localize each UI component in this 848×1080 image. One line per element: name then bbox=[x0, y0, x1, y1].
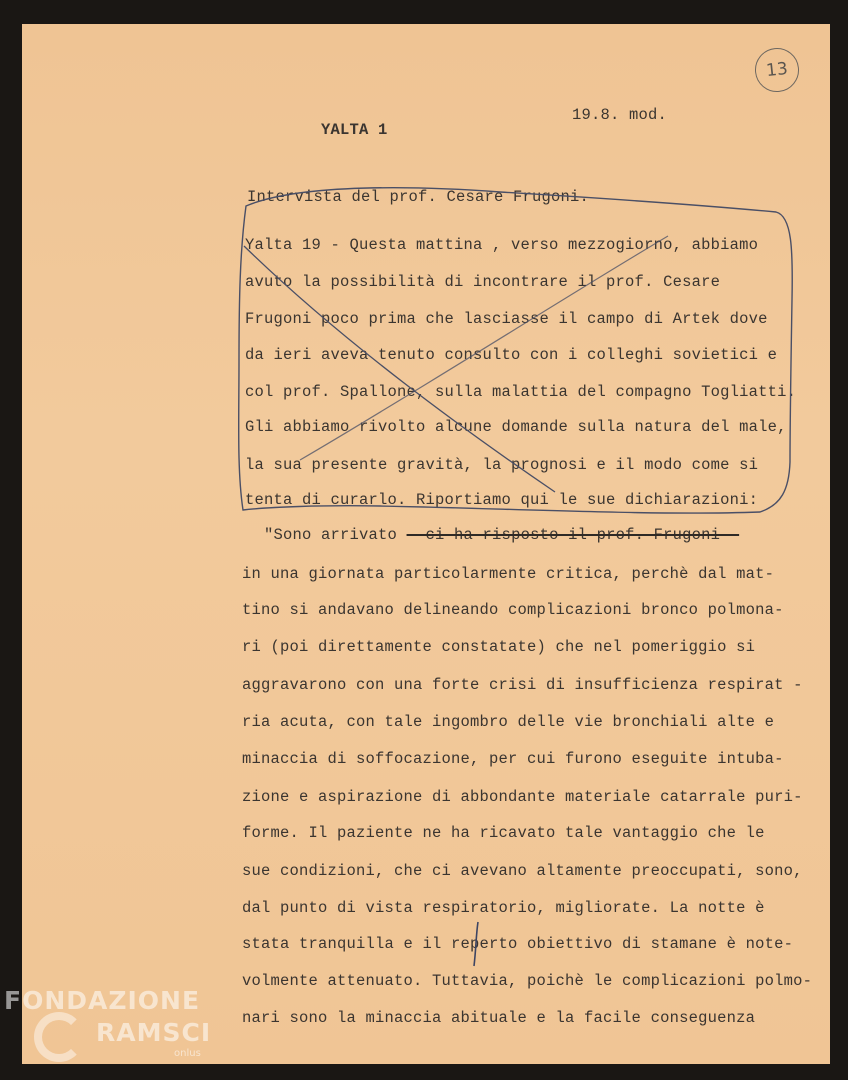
body-line: tino si andavano delineando complicazioni bronco polmona- bbox=[242, 601, 784, 619]
struck-attribution: - ci ha risposto il prof. Frugoni - bbox=[406, 526, 740, 544]
body-line: volmente attenuato. Tuttavia, poichè le complicazioni polmo- bbox=[242, 972, 813, 990]
body-line: aggravarono con una forte crisi di insufficienza respirat - bbox=[242, 676, 803, 694]
body-line: zione e aspirazione di abbondante materiale catarrale puri- bbox=[242, 788, 803, 806]
body-line: minaccia di soffocazione, per cui furono eseguite intuba- bbox=[242, 750, 784, 768]
boxed-line: Frugoni poco prima che lasciasse il campo di Artek dove bbox=[245, 310, 768, 328]
body-line: in una giornata particolarmente critica, perchè dal mat- bbox=[242, 565, 775, 583]
page-number-text: 13 bbox=[765, 58, 789, 82]
watermark-line3: onlus bbox=[174, 1048, 201, 1059]
body-line: forme. Il paziente ne ha ricavato tale vantaggio che le bbox=[242, 824, 765, 842]
quote-intro bbox=[264, 526, 739, 544]
boxed-line: avuto la possibilità di incontrare il prof. Cesare bbox=[245, 273, 721, 291]
quote-intro-text: "Sono arrivato bbox=[264, 526, 398, 544]
watermark-line2: RAMSCI bbox=[96, 1018, 212, 1047]
body-line: stata tranquilla e il reperto obiettivo di stamane è note- bbox=[242, 935, 794, 953]
body-line: nari sono la minaccia abituale e la facile conseguenza bbox=[242, 1009, 756, 1027]
watermark-g-icon bbox=[34, 1012, 84, 1062]
boxed-line: col prof. Spallone, sulla malattia del compagno Togliatti. bbox=[245, 383, 797, 401]
boxed-line: Yalta 19 - Questa mattina , verso mezzogiorno, abbiamo bbox=[245, 236, 759, 254]
boxed-line: da ieri aveva tenuto consulto con i colleghi sovietici e bbox=[245, 346, 778, 364]
subtitle: Intervista del prof. Cesare Frugoni. bbox=[247, 188, 590, 206]
body-line: sue condizioni, che ci avevano altamente preoccupati, sono, bbox=[242, 862, 803, 880]
body-line: dal punto di vista respiratorio, migliorate. La notte è bbox=[242, 899, 765, 917]
body-line: ri (poi direttamente constatate) che nel pomeriggio si bbox=[242, 638, 756, 656]
boxed-line: tenta di curarlo. Riportiamo qui le sue dichiarazioni: bbox=[245, 491, 759, 509]
boxed-line: la sua presente gravità, la prognosi e il modo come si bbox=[245, 456, 759, 474]
boxed-line: Gli abbiamo rivolto alcune domande sulla natura del male, bbox=[245, 418, 787, 436]
document-date: 19.8. mod. bbox=[572, 106, 668, 124]
body-line: ria acuta, con tale ingombro delle vie bronchiali alte e bbox=[242, 713, 775, 731]
page-title: YALTA 1 bbox=[321, 121, 388, 139]
watermark-line1: FONDAZIONE bbox=[4, 986, 201, 1015]
watermark bbox=[4, 986, 224, 1076]
